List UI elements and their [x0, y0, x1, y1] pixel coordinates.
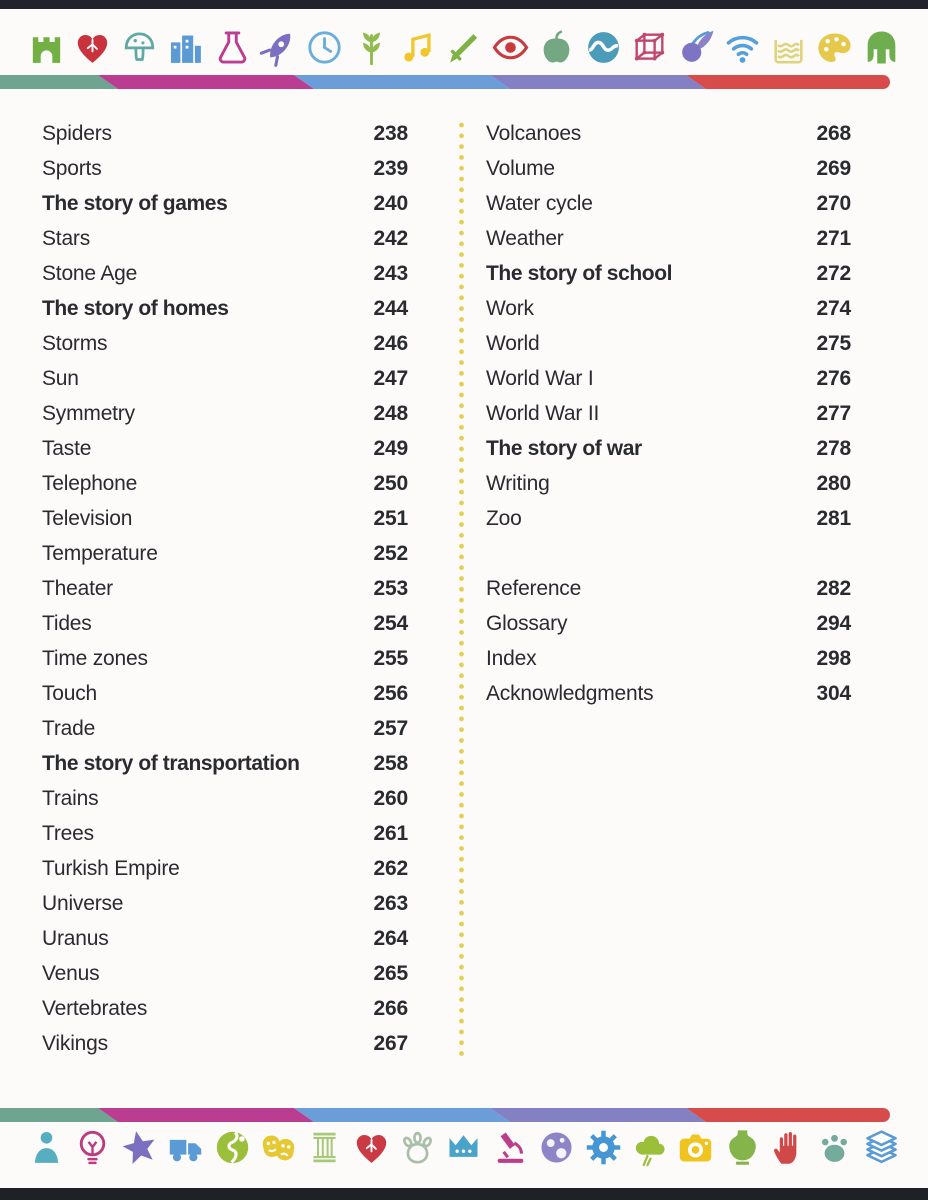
- eye-icon: [490, 27, 531, 68]
- palette-icon: [814, 27, 855, 68]
- toc-entry: [42, 256, 408, 291]
- toc-entry-page-number: 251: [373, 506, 408, 530]
- toc-entry-label: Reference: [486, 576, 582, 600]
- gear-icon: [583, 1127, 624, 1168]
- toc-entry-label: Turkish Empire: [42, 856, 180, 880]
- toc-entry: [486, 116, 851, 151]
- star-icon: [119, 1127, 160, 1168]
- toc-entry: [42, 851, 408, 886]
- stripe-segment-purple: [490, 1108, 706, 1122]
- apple-icon: [536, 27, 577, 68]
- toc-entry-page-number: 244: [373, 296, 408, 320]
- mushroom-icon: [119, 27, 160, 68]
- helmet-icon: [861, 27, 902, 68]
- toc-entry-page-number: 246: [373, 331, 408, 355]
- wheat-icon: [351, 27, 392, 68]
- dotted-column-divider: [459, 120, 464, 1060]
- toc-entry: [42, 326, 408, 361]
- toc-entry: [42, 921, 408, 956]
- toc-entry: [486, 606, 851, 641]
- toc-entry-page-number: 304: [816, 681, 851, 705]
- toc-entry-page-number: 239: [373, 156, 408, 180]
- toc-entry-page-number: 254: [373, 611, 408, 635]
- toc-entry-page-number: 280: [816, 471, 851, 495]
- toc-entry: [42, 116, 408, 151]
- toc-entry-label: The story of school: [486, 261, 673, 285]
- comet-icon: [675, 27, 716, 68]
- toc-entry-page-number: 243: [373, 261, 408, 285]
- toc-entry: [486, 396, 851, 431]
- toc-entry-page-number: 264: [373, 926, 408, 950]
- toc-entry: [486, 466, 851, 501]
- toc-entry-label: Weather: [486, 226, 564, 250]
- toc-entry-label: Glossary: [486, 611, 568, 635]
- toc-entry-page-number: 271: [816, 226, 851, 250]
- toc-entry-label: Sports: [42, 156, 102, 180]
- toc-entry: [42, 221, 408, 256]
- toc-entry-page-number: 274: [816, 296, 851, 320]
- toc-entry-page-number: 240: [373, 191, 408, 215]
- cube-icon: [629, 27, 670, 68]
- toc-entry-label: Volcanoes: [486, 121, 582, 145]
- toc-entry: [486, 186, 851, 221]
- toc-entry: [42, 431, 408, 466]
- stripe-segment-magenta: [98, 1108, 314, 1122]
- toc-entry-label: Acknowledgments: [486, 681, 654, 705]
- music-note-icon: [397, 27, 438, 68]
- toc-entry-page-number: 281: [816, 506, 851, 530]
- top-color-stripe: [0, 75, 890, 89]
- toc-entry: [42, 396, 408, 431]
- toc-left-column: [42, 116, 408, 1061]
- toc-entry-label: Touch: [42, 681, 98, 705]
- paw-icon: [814, 1127, 855, 1168]
- toc-entry-label: Universe: [42, 891, 124, 915]
- toc-entry-page-number: 282: [816, 576, 851, 600]
- toc-entry-label: Television: [42, 506, 133, 530]
- toc-entry-page-number: 275: [816, 331, 851, 355]
- toc-entry-label: Symmetry: [42, 401, 135, 425]
- bottom-color-stripe: [0, 1108, 890, 1122]
- toc-entry-label: Trees: [42, 821, 94, 845]
- toc-entry-page-number: 266: [373, 996, 408, 1020]
- toc-entry-page-number: 249: [373, 436, 408, 460]
- toc-entry-page-number: 262: [373, 856, 408, 880]
- toc-entry: [486, 326, 851, 361]
- toc-entry: [42, 711, 408, 746]
- toc-entry-page-number: 298: [816, 646, 851, 670]
- toc-entry-page-number: 255: [373, 646, 408, 670]
- page-top-edge-bar: [0, 0, 928, 9]
- toc-entry-label: World War I: [486, 366, 594, 390]
- toc-entry-page-number: 256: [373, 681, 408, 705]
- toc-entry-label: Taste: [42, 436, 92, 460]
- toc-entry: [42, 746, 408, 781]
- anatomical-heart-icon: [72, 27, 113, 68]
- toc-entry-label: Stars: [42, 226, 91, 250]
- toc-entry-page-number: 277: [816, 401, 851, 425]
- toc-entry: [42, 186, 408, 221]
- water-tank-icon: [768, 27, 809, 68]
- toc-entry: [42, 676, 408, 711]
- amphora-icon: [722, 1127, 763, 1168]
- stripe-segment-red: [686, 1108, 890, 1122]
- toc-entry-page-number: 252: [373, 541, 408, 565]
- toc-entry-label: Vikings: [42, 1031, 108, 1055]
- toc-entry-page-number: 294: [816, 611, 851, 635]
- books-stack-icon: [861, 1127, 902, 1168]
- toc-entry: [486, 676, 851, 711]
- castle-icon: [26, 27, 67, 68]
- toc-entry-label: Time zones: [42, 646, 148, 670]
- toc-entry: [42, 501, 408, 536]
- toc-entry-page-number: 278: [816, 436, 851, 460]
- page-bottom-edge-bar: [0, 1188, 928, 1200]
- toc-entry-label: The story of games: [42, 191, 228, 215]
- camera-icon: [675, 1127, 716, 1168]
- toc-entry-page-number: 253: [373, 576, 408, 600]
- toc-entry: [42, 991, 408, 1026]
- toc-entry-label: Vertebrates: [42, 996, 148, 1020]
- toc-entry-label: The story of war: [486, 436, 642, 460]
- footprint-icon: [397, 1127, 438, 1168]
- toc-entry: [486, 641, 851, 676]
- toc-entry: [42, 361, 408, 396]
- toc-entry-page-number: 248: [373, 401, 408, 425]
- toc-entry: [486, 501, 851, 536]
- stripe-segment-purple: [490, 75, 706, 89]
- toc-entry: [486, 571, 851, 606]
- toc-entry-page-number: 238: [373, 121, 408, 145]
- toc-entry-page-number: 247: [373, 366, 408, 390]
- toc-entry-label: Index: [486, 646, 537, 670]
- toc-entry-label: Theater: [42, 576, 113, 600]
- toc-entry: [42, 816, 408, 851]
- toc-entry-label: Spiders: [42, 121, 112, 145]
- toc-entry: [486, 221, 851, 256]
- flask-icon: [212, 27, 253, 68]
- toc-entry: [486, 256, 851, 291]
- toc-entry-label: Water cycle: [486, 191, 593, 215]
- toc-entry-label: Writing: [486, 471, 550, 495]
- toc-entry: [42, 1026, 408, 1061]
- toc-entry-page-number: 261: [373, 821, 408, 845]
- toc-entry: [42, 536, 408, 571]
- toc-entry-page-number: 265: [373, 961, 408, 985]
- toc-entry-page-number: 250: [373, 471, 408, 495]
- stripe-segment-red: [686, 75, 890, 89]
- wifi-icon: [722, 27, 763, 68]
- toc-entry: [486, 431, 851, 466]
- toc-entry-label: Trains: [42, 786, 99, 810]
- toc-entry: [42, 956, 408, 991]
- top-icon-row: [0, 25, 928, 69]
- sword-icon: [443, 27, 484, 68]
- rocket-icon: [258, 27, 299, 68]
- toc-entry-page-number: 272: [816, 261, 851, 285]
- cloud-lightning-icon: [629, 1127, 670, 1168]
- toc-entry: [42, 606, 408, 641]
- toc-entry-label: Zoo: [486, 506, 522, 530]
- toc-entry-page-number: 276: [816, 366, 851, 390]
- toc-entry-label: The story of homes: [42, 296, 229, 320]
- toc-entry-label: Storms: [42, 331, 108, 355]
- toc-entry-label: Uranus: [42, 926, 109, 950]
- toc-entry-page-number: 269: [816, 156, 851, 180]
- column-icon: [304, 1127, 345, 1168]
- toc-entry-label: Telephone: [42, 471, 138, 495]
- toc-entry-label: Volume: [486, 156, 555, 180]
- person-icon: [26, 1127, 67, 1168]
- toc-entry-page-number: 257: [373, 716, 408, 740]
- anatomical-heart-icon: [351, 1127, 392, 1168]
- lightbulb-icon: [72, 1127, 113, 1168]
- crown-icon: [443, 1127, 484, 1168]
- toc-entry-label: World: [486, 331, 540, 355]
- bottom-icon-row: [0, 1125, 928, 1169]
- toc-entry: [42, 466, 408, 501]
- stripe-segment-blue: [294, 1108, 510, 1122]
- toc-entry: [42, 291, 408, 326]
- toc-entry: [42, 571, 408, 606]
- theater-masks-icon: [258, 1127, 299, 1168]
- toc-entry: [486, 151, 851, 186]
- toc-entry-page-number: 258: [373, 751, 408, 775]
- toc-entry-page-number: 263: [373, 891, 408, 915]
- toc-entry-page-number: 267: [373, 1031, 408, 1055]
- hand-icon: [768, 1127, 809, 1168]
- toc-right-column: [486, 116, 851, 711]
- toc-spacer-row: [486, 536, 851, 571]
- toc-entry: [42, 151, 408, 186]
- stripe-segment-blue: [294, 75, 510, 89]
- toc-entry-page-number: 260: [373, 786, 408, 810]
- toc-entry-label: Temperature: [42, 541, 158, 565]
- toc-entry-label: Trade: [42, 716, 96, 740]
- stripe-segment-magenta: [98, 75, 314, 89]
- toc-entry-label: The story of transportation: [42, 751, 300, 775]
- toc-entry: [486, 291, 851, 326]
- toc-entry: [42, 781, 408, 816]
- wave-circle-icon: [583, 27, 624, 68]
- microscope-icon: [490, 1127, 531, 1168]
- truck-icon: [165, 1127, 206, 1168]
- clock-icon: [304, 27, 345, 68]
- toc-entry-label: Tides: [42, 611, 92, 635]
- toc-entry: [486, 361, 851, 396]
- toc-entry-page-number: 242: [373, 226, 408, 250]
- globe-icon: [212, 1127, 253, 1168]
- toc-entry-label: Work: [486, 296, 534, 320]
- toc-entry-label: Venus: [42, 961, 100, 985]
- toc-entry-page-number: 268: [816, 121, 851, 145]
- toc-entry-label: Stone Age: [42, 261, 138, 285]
- moon-icon: [536, 1127, 577, 1168]
- toc-entry-label: World War II: [486, 401, 600, 425]
- toc-entry: [42, 641, 408, 676]
- toc-entry-label: Sun: [42, 366, 79, 390]
- toc-entry: [42, 886, 408, 921]
- buildings-icon: [165, 27, 206, 68]
- toc-entry-page-number: 270: [816, 191, 851, 215]
